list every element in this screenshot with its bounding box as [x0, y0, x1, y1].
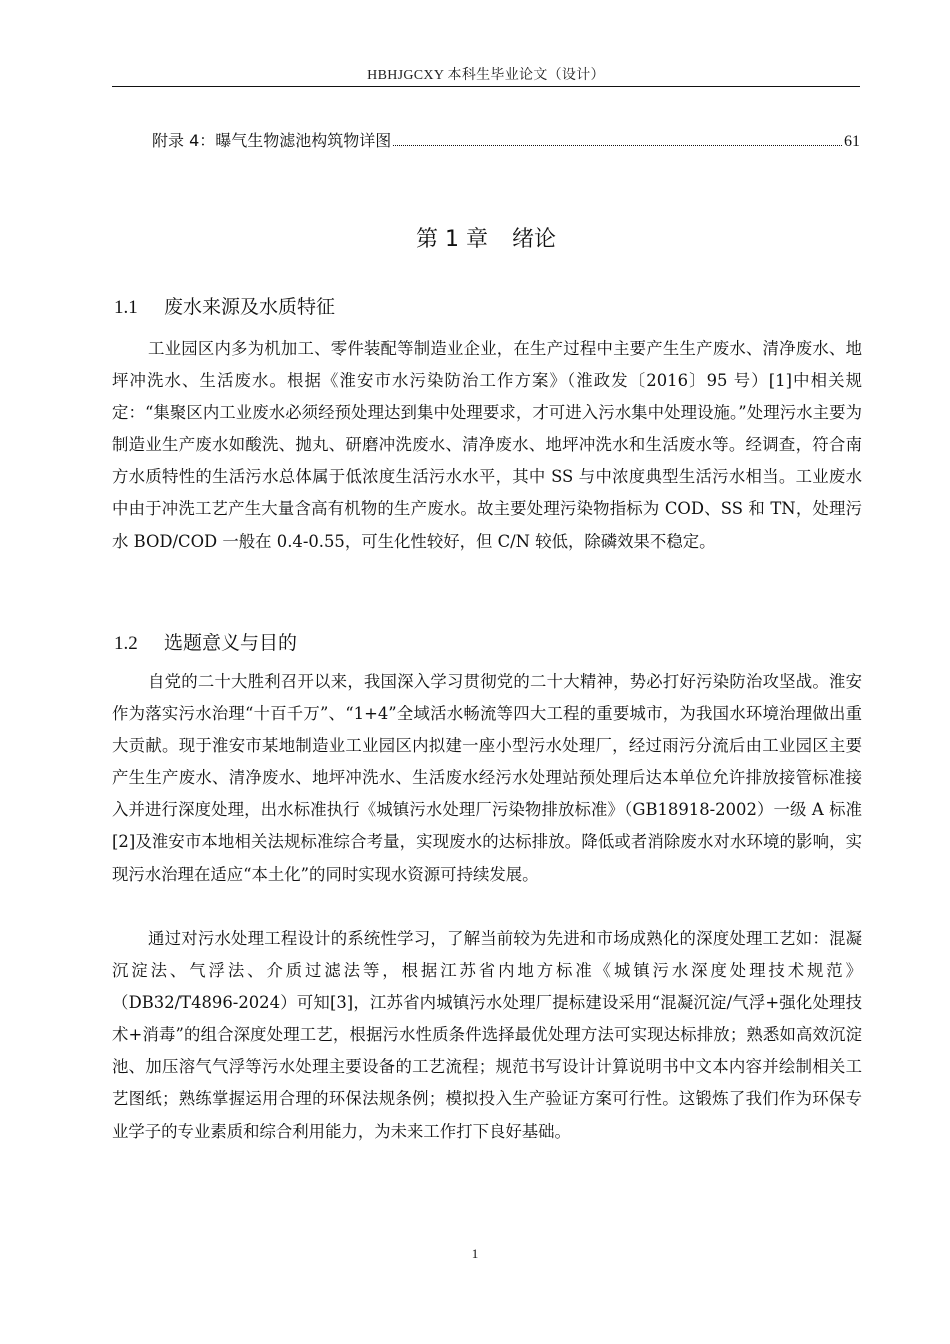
section-title: 选题意义与目的: [164, 632, 298, 654]
chapter-number: 第 1 章: [416, 227, 488, 252]
toc-dot-leader: [393, 145, 842, 146]
body-paragraph: 通过对污水处理工程设计的系统性学习，了解当前较为先进和市场成熟化的深度处理工艺如：混凝沉淀法、气浮法、介质过滤法等，根据江苏省内地方标准《城镇污水深度处理技术规范》（DB32/T4896-2024）可知[3]，江苏省内城镇污水处理厂提标建设采用“混凝沉淀/气浮+强化处理技术+消毒”的组合深度处理工艺，根据污水性质条件选择最优处理方法可实现达标排放；熟悉如高效沉淀池、加压溶气气浮等污水处理主要设备的工艺流程；规范书写设计计算说明书中文本内容并绘制相关工艺图纸；熟练掌握运用合理的环保法规条例；模拟投入生产验证方案可行性。这锻炼了我们作为环保专业学子的专业素质和综合利用能力，为未来工作打下良好基础。: [112, 929, 862, 1141]
page-number: 1: [471, 1246, 479, 1261]
body-paragraph: 工业园区内多为机加工、零件装配等制造业企业，在生产过程中主要产生生产废水、清净废水、地坪冲洗水、生活废水。根据《淮安市水污染防治工作方案》（淮政发〔2016〕95 号）[1]中相关规定：“集聚区内工业废水必须经预处理达到集中处理要求，才可进入污水集中处理设施。”处理污水主要为制造业生产废水如酸洗、抛丸、研磨冲洗废水、清净废水、地坪冲洗水和生活废水等。经调查，符合南方水质特性的生活污水总体属于低浓度生活污水水平，其中 SS 与中浓度典型生活污水相当。工业废水中由于冲洗工艺产生大量含高有机物的生产废水。故主要处理污染物指标为 COD、SS 和 TN，处理污水 BOD/COD 一般在 0.4-0.55，可生化性较好，但 C/N 较低，除磷效果不稳定。: [112, 339, 862, 551]
toc-entry[interactable]: [152, 128, 860, 151]
section-heading: [114, 292, 335, 319]
section-number: 1.2: [114, 633, 138, 654]
header-rule: [112, 86, 860, 87]
chapter-title: 绪论: [511, 227, 556, 252]
body-paragraph: 自党的二十大胜利召开以来，我国深入学习贯彻党的二十大精神，势必打好污染防治攻坚战。淮安作为落实污水治理“十百千万”、“1+4”全域活水畅流等四大工程的重要城市，为我国水环境治理做出重大贡献。现于淮安市某地制造业工业园区内拟建一座小型污水处理厂，经过雨污分流后由工业园区主要产生生产废水、清净废水、地坪冲洗水、生活废水经污水处理站预处理后达本单位允许排放接管标准接入并进行深度处理，出水标准执行《城镇污水处理厂污染物排放标准》（GB18918-2002）一级 A 标准[2]及淮安市本地相关法规标准综合考量，实现废水的达标排放。降低或者消除废水对水环境的影响，实现污水治理在适应“本土化”的同时实现水资源可持续发展。: [112, 672, 862, 884]
section-number: 1.1: [114, 297, 138, 318]
toc-entry-label: 附录 4：曝气生物滤池构筑物详图: [152, 131, 392, 150]
page-header: HBHJGCXY 本科生毕业论文（设计）: [367, 68, 605, 83]
section-title: 废水来源及水质特征: [164, 296, 336, 318]
toc-entry-page: 61: [844, 133, 860, 150]
chapter-heading: [112, 222, 860, 253]
section-heading: [114, 628, 297, 655]
